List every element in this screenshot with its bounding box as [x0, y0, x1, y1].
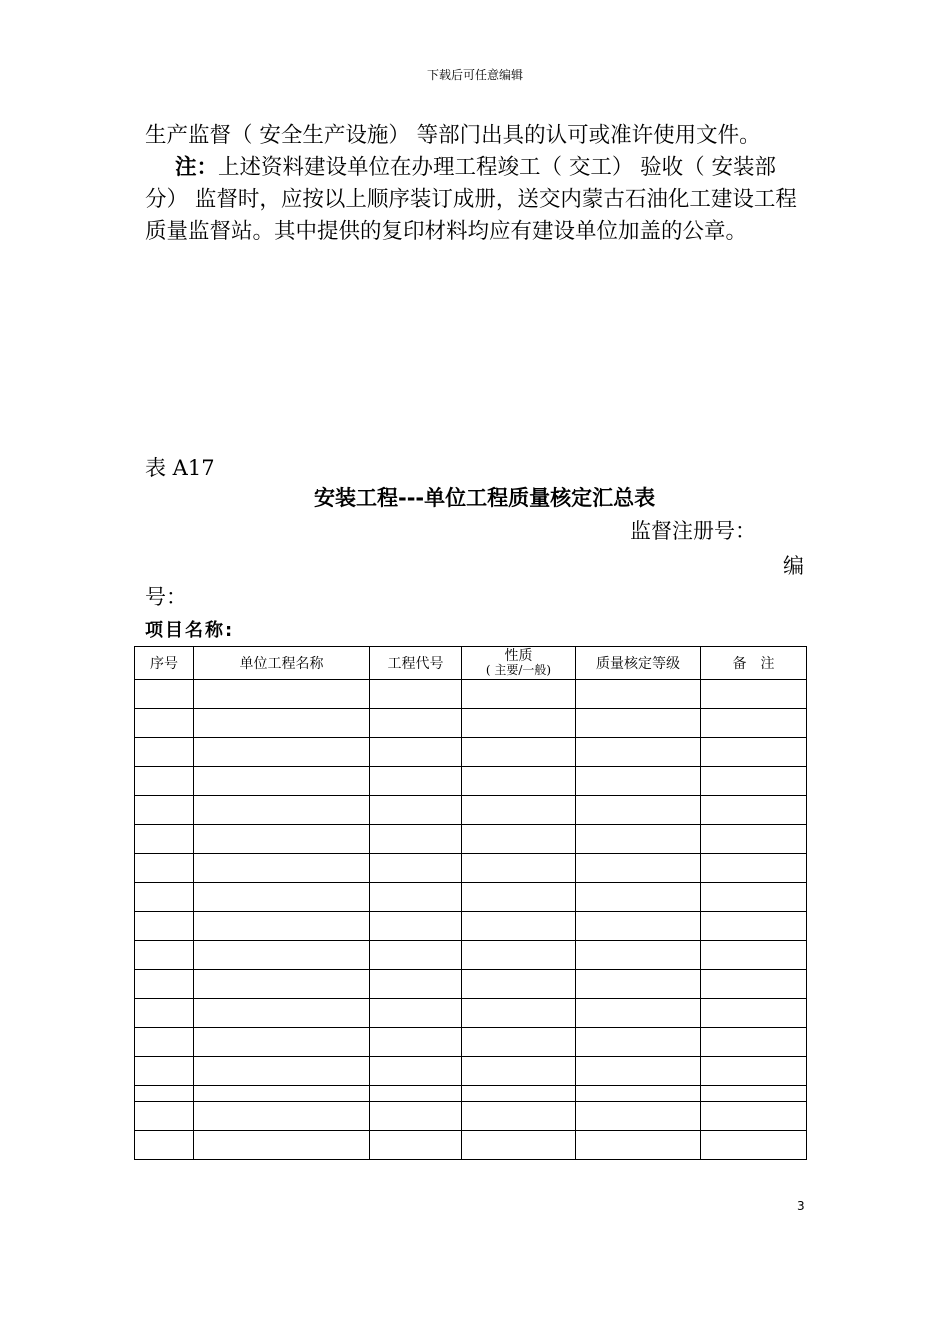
cell-nature[interactable] — [462, 912, 576, 941]
note-text: 上述资料建设单位在办理工程竣工（ 交工） 验收（ 安装部分） 监督时，应按以上顺序装订成册，送交内蒙古石油化工建设工程质量监督站。其中提供的复印材料均应有建设单位加盖的公章。 — [145, 155, 797, 244]
cell-unit-name[interactable] — [194, 1086, 370, 1102]
cell-code[interactable] — [370, 680, 462, 709]
header-seq: 序号 — [135, 647, 194, 680]
cell-seq[interactable] — [135, 883, 194, 912]
table-row — [135, 738, 807, 767]
header-nature-sub: ( 主要/一般) — [485, 663, 552, 677]
cell-nature[interactable] — [462, 1102, 576, 1131]
cell-grade[interactable] — [576, 825, 701, 854]
table-row — [135, 912, 807, 941]
cell-unit-name[interactable] — [194, 680, 370, 709]
cell-seq[interactable] — [135, 1086, 194, 1102]
cell-grade[interactable] — [576, 1102, 701, 1131]
registration-number-label: 监督注册号： — [630, 519, 756, 543]
cell-unit-name[interactable] — [194, 825, 370, 854]
table-row — [135, 709, 807, 738]
cell-unit-name[interactable] — [194, 709, 370, 738]
cell-nature[interactable] — [462, 941, 576, 970]
cell-remark[interactable] — [701, 941, 807, 970]
cell-grade[interactable] — [576, 709, 701, 738]
cell-remark[interactable] — [701, 1131, 807, 1160]
cell-remark[interactable] — [701, 680, 807, 709]
cell-seq[interactable] — [135, 709, 194, 738]
cell-code[interactable] — [370, 825, 462, 854]
cell-nature[interactable] — [462, 883, 576, 912]
cell-code[interactable] — [370, 796, 462, 825]
cell-grade[interactable] — [576, 941, 701, 970]
cell-seq[interactable] — [135, 1131, 194, 1160]
cell-code[interactable] — [370, 883, 462, 912]
cell-grade[interactable] — [576, 883, 701, 912]
cell-grade[interactable] — [576, 1086, 701, 1102]
table-row — [135, 1102, 807, 1131]
cell-grade[interactable] — [576, 680, 701, 709]
cell-unit-name[interactable] — [194, 854, 370, 883]
cell-nature[interactable] — [462, 970, 576, 999]
note-paragraph — [145, 152, 810, 248]
cell-seq[interactable] — [135, 970, 194, 999]
table-row — [135, 1086, 807, 1102]
summary-table — [134, 646, 807, 1160]
serial-number-label-part1: 编 — [783, 554, 804, 578]
cell-code[interactable] — [370, 854, 462, 883]
table-row — [135, 796, 807, 825]
cell-remark[interactable] — [701, 796, 807, 825]
cell-grade[interactable] — [576, 767, 701, 796]
cell-nature[interactable] — [462, 999, 576, 1028]
note-label: 注： — [175, 155, 219, 180]
header-unit-name: 单位工程名称 — [194, 647, 370, 680]
cell-unit-name[interactable] — [194, 767, 370, 796]
table-row — [135, 854, 807, 883]
cell-grade[interactable] — [576, 999, 701, 1028]
cell-nature[interactable] — [462, 680, 576, 709]
cell-grade[interactable] — [576, 1131, 701, 1160]
header-code: 工程代号 — [370, 647, 462, 680]
cell-unit-name[interactable] — [194, 912, 370, 941]
table-row — [135, 941, 807, 970]
page-header-note: 下载后可任意编辑 — [426, 68, 523, 82]
cell-code[interactable] — [370, 738, 462, 767]
cell-seq[interactable] — [135, 767, 194, 796]
cell-remark[interactable] — [701, 1028, 807, 1057]
cell-unit-name[interactable] — [194, 883, 370, 912]
cell-grade[interactable] — [576, 1057, 701, 1086]
cell-code[interactable] — [370, 767, 462, 796]
table-row — [135, 970, 807, 999]
cell-seq[interactable] — [135, 680, 194, 709]
cell-code[interactable] — [370, 1028, 462, 1057]
cell-unit-name[interactable] — [194, 970, 370, 999]
cell-seq[interactable] — [135, 854, 194, 883]
cell-grade[interactable] — [576, 912, 701, 941]
cell-seq[interactable] — [135, 1028, 194, 1057]
cell-remark[interactable] — [701, 767, 807, 796]
cell-grade[interactable] — [576, 1028, 701, 1057]
cell-seq[interactable] — [135, 912, 194, 941]
cell-seq[interactable] — [135, 999, 194, 1028]
cell-nature[interactable] — [462, 1057, 576, 1086]
cell-code[interactable] — [370, 1102, 462, 1131]
page-number: 3 — [797, 1199, 805, 1213]
table-row — [135, 999, 807, 1028]
cell-nature[interactable] — [462, 796, 576, 825]
paragraph-line-1: 生产监督（ 安全生产设施） 等部门出具的认可或准许使用文件。 — [145, 123, 761, 148]
cell-remark[interactable] — [701, 1057, 807, 1086]
cell-code[interactable] — [370, 999, 462, 1028]
cell-code[interactable] — [370, 1057, 462, 1086]
cell-seq[interactable] — [135, 825, 194, 854]
table-row — [135, 767, 807, 796]
cell-code[interactable] — [370, 1131, 462, 1160]
header-grade: 质量核定等级 — [576, 647, 701, 680]
cell-remark[interactable] — [701, 883, 807, 912]
table-row — [135, 680, 807, 709]
cell-remark[interactable] — [701, 999, 807, 1028]
cell-code[interactable] — [370, 941, 462, 970]
cell-code[interactable] — [370, 912, 462, 941]
header-nature-main: 性质 — [504, 648, 533, 664]
cell-unit-name[interactable] — [194, 1131, 370, 1160]
table-row — [135, 883, 807, 912]
cell-seq[interactable] — [135, 941, 194, 970]
cell-grade[interactable] — [576, 854, 701, 883]
cell-remark[interactable] — [701, 825, 807, 854]
cell-unit-name[interactable] — [194, 1102, 370, 1131]
cell-grade[interactable] — [576, 970, 701, 999]
form-title: 安装工程---单位工程质量核定汇总表 — [314, 486, 656, 510]
project-name-label: 项目名称: — [145, 620, 235, 641]
cell-remark[interactable] — [701, 1086, 807, 1102]
cell-nature[interactable] — [462, 767, 576, 796]
cell-unit-name[interactable] — [194, 738, 370, 767]
table-row — [135, 1131, 807, 1160]
cell-remark[interactable] — [701, 1102, 807, 1131]
cell-remark[interactable] — [701, 970, 807, 999]
cell-nature[interactable] — [462, 854, 576, 883]
cell-nature[interactable] — [462, 738, 576, 767]
table-tag: 表 A17 — [145, 456, 215, 480]
header-nature — [462, 647, 576, 680]
cell-nature[interactable] — [462, 1131, 576, 1160]
header-remark: 备 注 — [701, 647, 807, 680]
cell-grade[interactable] — [576, 796, 701, 825]
cell-nature[interactable] — [462, 1086, 576, 1102]
cell-unit-name[interactable] — [194, 941, 370, 970]
cell-remark[interactable] — [701, 709, 807, 738]
cell-seq[interactable] — [135, 1102, 194, 1131]
table-row — [135, 825, 807, 854]
table-row — [135, 1028, 807, 1057]
cell-unit-name[interactable] — [194, 1028, 370, 1057]
cell-nature[interactable] — [462, 1028, 576, 1057]
cell-nature[interactable] — [462, 825, 576, 854]
serial-number-label-part2: 号： — [145, 585, 187, 609]
cell-unit-name[interactable] — [194, 796, 370, 825]
cell-code[interactable] — [370, 1086, 462, 1102]
table-row — [135, 1057, 807, 1086]
cell-grade[interactable] — [576, 738, 701, 767]
cell-seq[interactable] — [135, 796, 194, 825]
cell-code[interactable] — [370, 970, 462, 999]
cell-seq[interactable] — [135, 1057, 194, 1086]
cell-nature[interactable] — [462, 709, 576, 738]
cell-remark[interactable] — [701, 912, 807, 941]
cell-remark[interactable] — [701, 854, 807, 883]
cell-unit-name[interactable] — [194, 1057, 370, 1086]
cell-remark[interactable] — [701, 738, 807, 767]
cell-seq[interactable] — [135, 738, 194, 767]
cell-unit-name[interactable] — [194, 999, 370, 1028]
cell-code[interactable] — [370, 709, 462, 738]
table-header-row — [135, 647, 807, 680]
